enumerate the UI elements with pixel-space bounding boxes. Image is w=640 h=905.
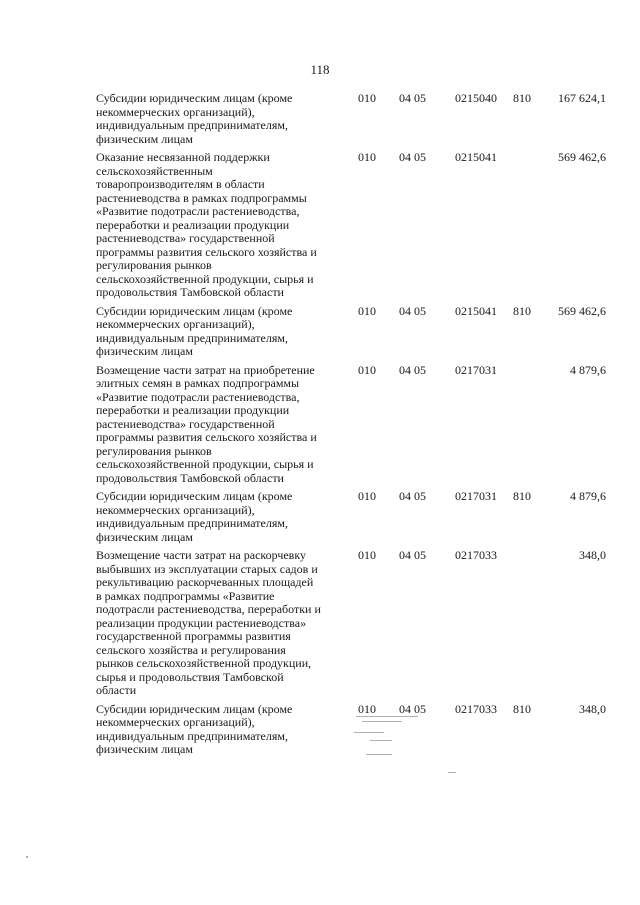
amount: 348,0 — [579, 701, 606, 716]
amount: 348,0 — [579, 548, 606, 562]
expense-kind-code: 810 — [513, 303, 531, 318]
expense-name: Субсидии юридическим лицам (кроме некоммерческих организаций), индивидуальным предпринимателям, физическим лицам — [96, 701, 293, 756]
table-row — [96, 364, 606, 486]
expense-kind-code: 810 — [513, 701, 531, 716]
table-row — [96, 549, 606, 698]
expense-name: Оказание несвязанной поддержки сельскохозяйственным товаропроизводителям в области растениеводства в рамках подпрограммы «Развитие подотрасли растениеводства, переработки и реализации продукции растениеводства» государственной программы развития сельского хозяйства и регулирования рынков сельскохозяйственной продукции, сырья и продовольствия Тамбовской области — [96, 150, 317, 299]
scan-artifact-dot — [26, 856, 28, 858]
ministry-code: 010 — [358, 150, 376, 164]
ministry-code: 010 — [358, 303, 376, 318]
section-code: 04 05 — [399, 150, 426, 164]
expense-name: Возмещение части затрат на приобретение элитных семян в рамках подпрограммы «Развитие подотрасли растениеводства, переработки и реализации продукции растениеводства» государственной программы развития сельского хозяйства и регулирования рынков сельскохозяйственной продукции, сырья и продовольствия Тамбовской области — [96, 362, 317, 485]
target-article-code: 0215040 — [455, 91, 497, 105]
ministry-code: 010 — [358, 362, 376, 377]
budget-table — [96, 92, 606, 757]
table-row — [96, 92, 606, 146]
section-code: 04 05 — [399, 701, 426, 716]
ministry-code: 010 — [358, 548, 376, 562]
ministry-code: 010 — [358, 701, 376, 716]
amount: 569 462,6 — [558, 150, 606, 164]
expense-kind-code: 810 — [513, 91, 531, 105]
section-code: 04 05 — [399, 489, 426, 503]
expense-name: Возмещение части затрат на раскорчевку выбывших из эксплуатации старых садов и рекультивацию раскорчеванных площадей в рамках подпрограммы «Развитие подотрасли растениеводства, переработки и реализации продукции растениеводства» государственной программы развития сельского хозяйства и регулирования рынков сельскохозяйственной продукции, сырья и продовольствия Тамбовской области — [96, 548, 321, 697]
expense-name: Субсидии юридическим лицам (кроме некоммерческих организаций), индивидуальным предпринимателям, физическим лицам — [96, 489, 293, 544]
ministry-code: 010 — [358, 489, 376, 503]
section-code: 04 05 — [399, 303, 426, 318]
ministry-code: 010 — [358, 91, 376, 105]
expense-name: Субсидии юридическим лицам (кроме некоммерческих организаций), индивидуальным предпринимателям, физическим лицам — [96, 303, 293, 358]
amount: 4 879,6 — [570, 489, 606, 503]
target-article-code: 0217033 — [455, 548, 497, 562]
page-number: 118 — [310, 62, 330, 77]
table-row — [96, 151, 606, 300]
section-code: 04 05 — [399, 91, 426, 105]
section-code: 04 05 — [399, 362, 426, 377]
target-article-code: 0217031 — [455, 362, 497, 377]
expense-kind-code: 810 — [513, 489, 531, 503]
target-article-code: 0215041 — [455, 150, 497, 164]
section-code: 04 05 — [399, 548, 426, 562]
target-article-code: 0217031 — [455, 489, 497, 503]
amount: 167 624,1 — [558, 91, 606, 105]
amount: 4 879,6 — [570, 362, 606, 377]
table-row — [96, 305, 606, 359]
target-article-code: 0215041 — [455, 303, 497, 318]
target-article-code: 0217033 — [455, 701, 497, 716]
expense-name: Субсидии юридическим лицам (кроме некоммерческих организаций), индивидуальным предпринимателям, физическим лицам — [96, 91, 293, 146]
amount: 569 462,6 — [558, 303, 606, 318]
table-row — [96, 703, 606, 757]
table-row — [96, 490, 606, 544]
